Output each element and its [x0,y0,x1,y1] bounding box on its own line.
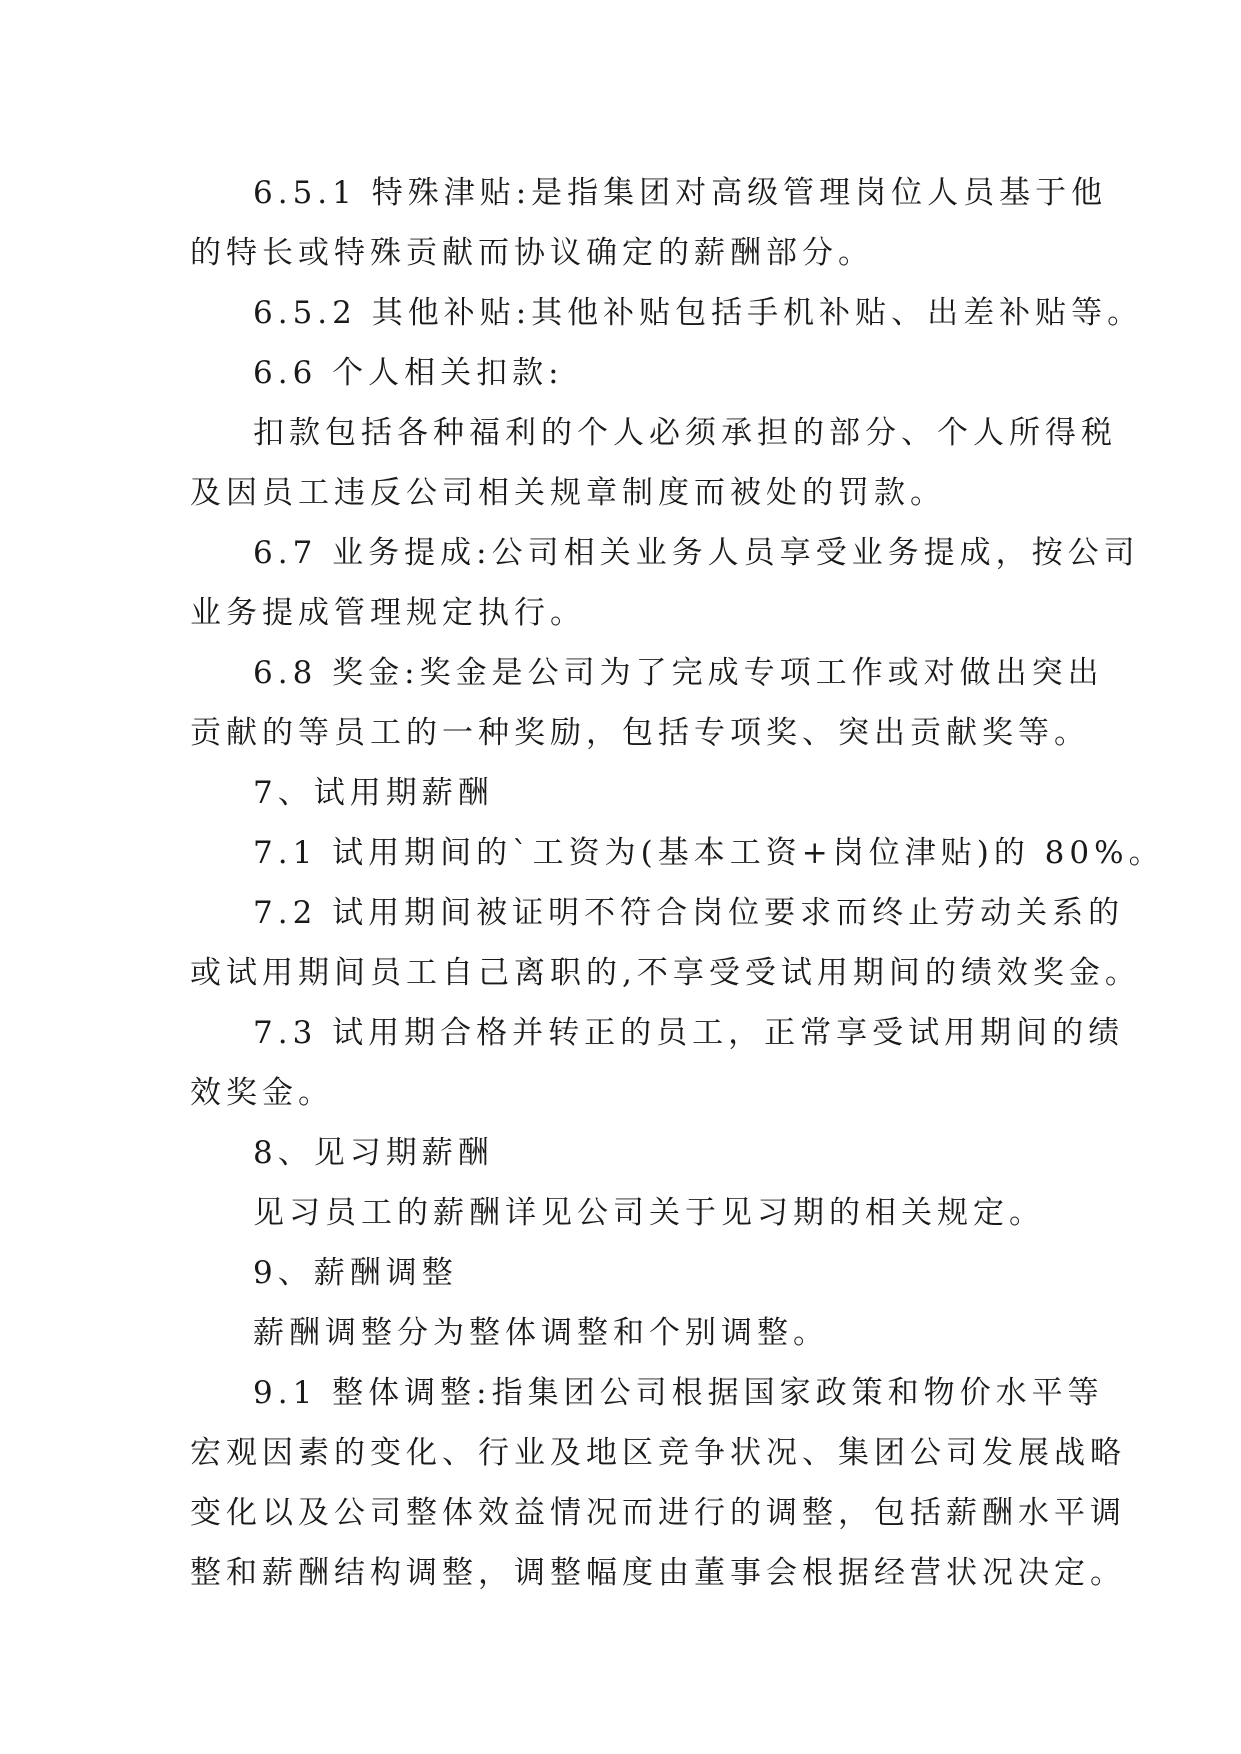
paragraph-line: 扣款包括各种福利的个人必须承担的部分、个人所得税 [253,415,1117,451]
paragraph-line: 6.5.2 其他补贴:其他补贴包括手机补贴、出差补贴等。 [253,295,1144,331]
paragraph-line: 贡献的等员工的一种奖励，包括专项奖、突出贡献奖等。 [190,715,1090,751]
document-body [190,163,1165,1603]
paragraph-line: 整和薪酬结构调整，调整幅度由董事会根据经营状况决定。 [190,1555,1126,1591]
paragraph-line: 效奖金。 [190,1075,334,1111]
paragraph-line: 业务提成管理规定执行。 [190,595,586,631]
section-heading: 6.6 个人相关扣款: [253,355,564,391]
paragraph-line: 9.1 整体调整:指集团公司根据国家政策和物价水平等 [253,1375,1104,1411]
paragraph-line: 7.2 试用期间被证明不符合岗位要求而终止劳动关系的 [253,895,1125,931]
section-heading: 9、薪酬调整 [253,1255,458,1291]
paragraph-line: 宏观因素的变化、行业及地区竞争状况、集团公司发展战略 [190,1435,1126,1471]
paragraph-line: 见习员工的薪酬详见公司关于见习期的相关规定。 [253,1195,1045,1231]
paragraph-line: 及因员工违反公司相关规章制度而被处的罚款。 [190,475,946,511]
paragraph-line: 或试用期间员工自己离职的,不享受受试用期间的绩效奖金。 [190,955,1141,991]
paragraph-line: 6.7 业务提成:公司相关业务人员享受业务提成，按公司 [253,535,1140,571]
paragraph-line: 7.3 试用期合格并转正的员工，正常享受试用期间的绩 [253,1015,1125,1051]
section-heading: 8、见习期薪酬 [253,1135,494,1171]
paragraph-line: 7.1 试用期间的`工资为(基本工资+岗位津贴)的 80%。 [253,835,1165,871]
section-heading: 7、试用期薪酬 [253,775,494,811]
paragraph-line: 薪酬调整分为整体调整和个别调整。 [253,1315,829,1351]
paragraph-line: 6.5.1 特殊津贴:是指集团对高级管理岗位人员基于他 [253,175,1108,211]
paragraph-line: 变化以及公司整体效益情况而进行的调整，包括薪酬水平调 [190,1495,1126,1531]
paragraph-line: 6.8 奖金:奖金是公司为了完成专项工作或对做出突出 [253,655,1104,691]
paragraph-line: 的特长或特殊贡献而协议确定的薪酬部分。 [190,235,874,271]
